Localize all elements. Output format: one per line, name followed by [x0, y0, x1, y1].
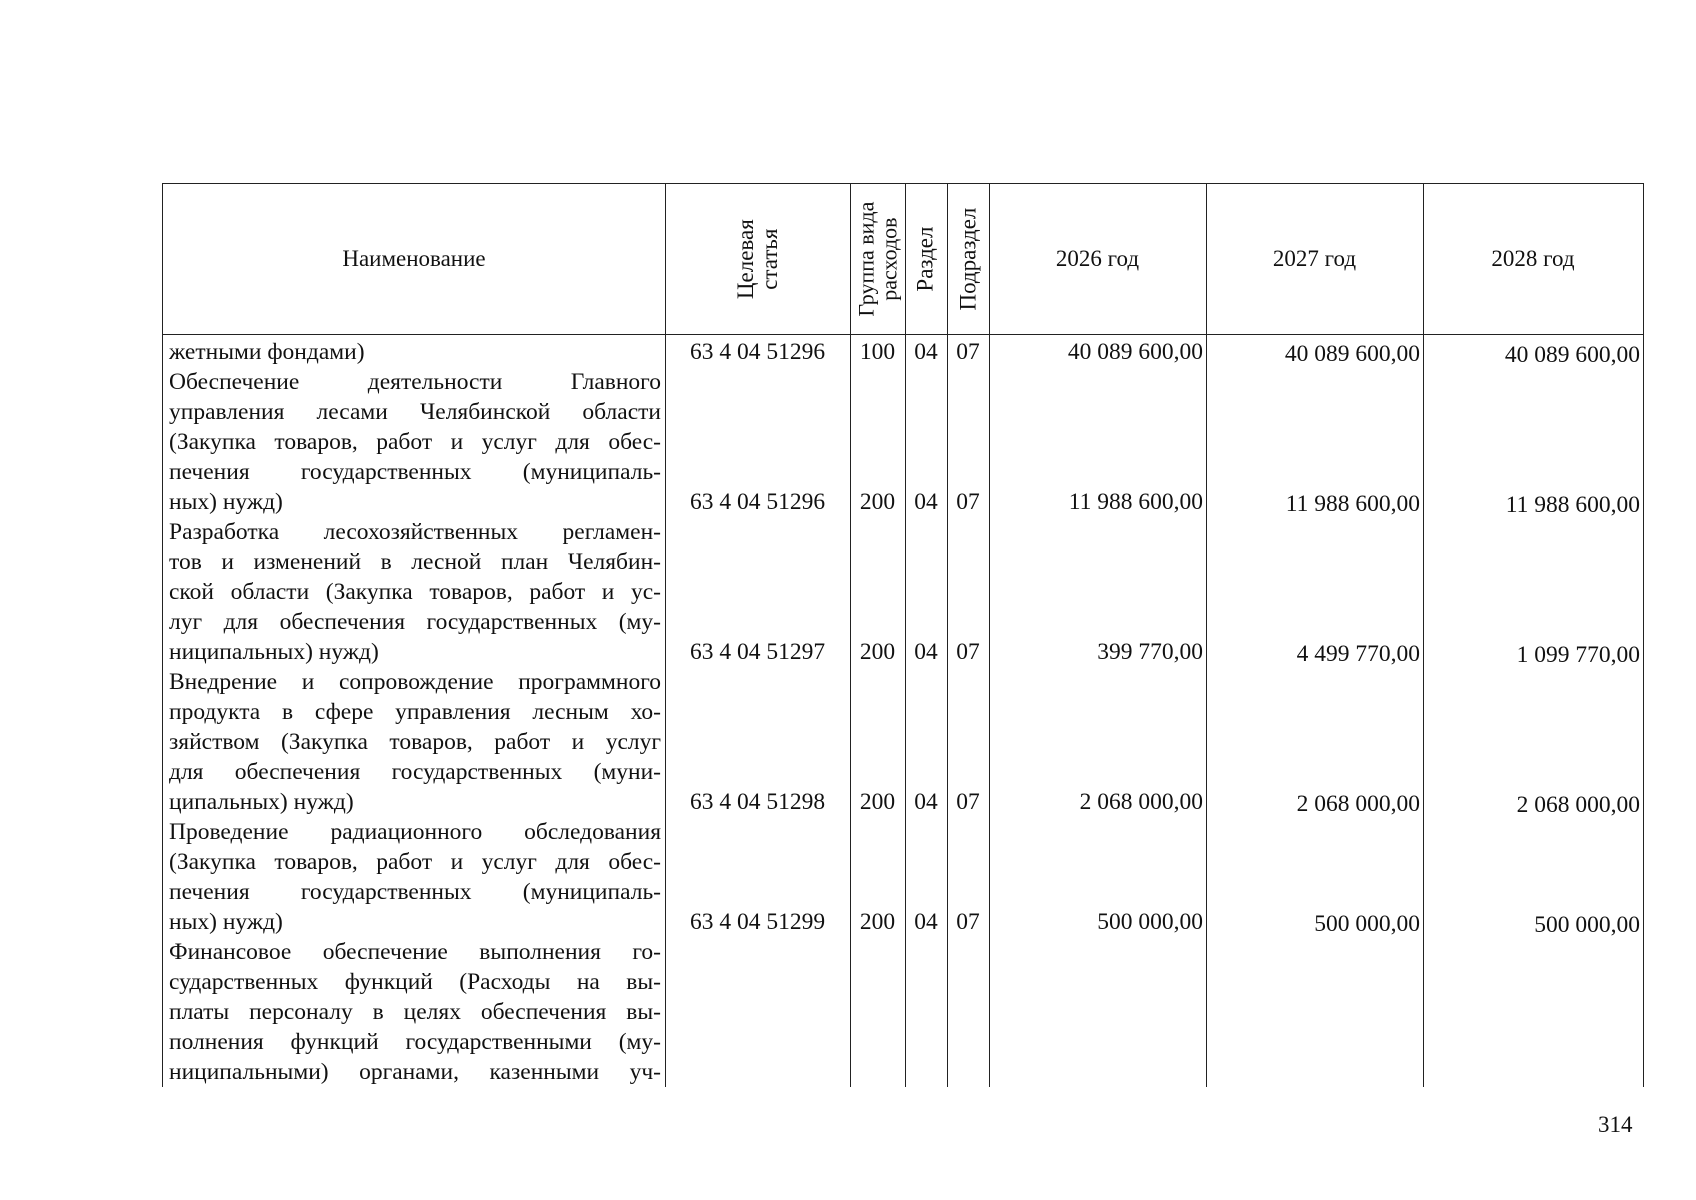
- header-name-label: Наименование: [342, 245, 486, 271]
- header-expense-group-label: [854, 202, 900, 317]
- header-target-article-label: [733, 219, 781, 299]
- row-group: 200: [859, 489, 896, 515]
- row-name-line: для обеспечения государственных (муни-: [169, 759, 661, 785]
- row-amount-2026: 399 770,00: [1097, 639, 1203, 665]
- row-name-line: (Закупка товаров, работ и услуг для обес-: [169, 429, 661, 455]
- row-amount-2028: 1 099 770,00: [1516, 642, 1640, 668]
- row-target-code: 63 4 04 51299: [689, 909, 826, 935]
- row-amount-2028: 40 089 600,00: [1504, 342, 1640, 368]
- row-amount-2027: 4 499 770,00: [1296, 641, 1420, 667]
- row-subsection: 07: [956, 489, 980, 515]
- header-2028-label: 2028 год: [1491, 245, 1575, 271]
- row-name-line: тов и изменений в лесной план Челябин-: [169, 549, 661, 575]
- row-amount-2026: 40 089 600,00: [1067, 339, 1203, 365]
- row-name-line: Финансовое обеспечение выполнения го-: [169, 939, 661, 965]
- header-subsection: [947, 184, 989, 334]
- row-name-line: ципальных) нужд): [169, 789, 354, 815]
- row-name-line: полнения функций государственными (му-: [169, 1029, 661, 1055]
- row-name-line: Проведение радиационного обследования: [169, 819, 661, 845]
- row-name-line: ных) нужд): [169, 909, 283, 935]
- row-amount-2028: 500 000,00: [1534, 912, 1640, 938]
- header-2028: [1423, 184, 1643, 334]
- row-name-line: печения государственных (муниципаль-: [169, 879, 661, 905]
- row-section: 04: [914, 789, 938, 815]
- header-name: [163, 184, 665, 334]
- header-2027-label: 2027 год: [1272, 245, 1357, 271]
- page-number: 314: [1598, 1112, 1633, 1137]
- row-name: [169, 367, 661, 517]
- row-name: [169, 337, 661, 367]
- row-subsection: 07: [956, 909, 980, 935]
- row-amount-2026: 2 068 000,00: [1079, 789, 1203, 815]
- header-2026: [989, 184, 1206, 334]
- row-amount-2027: 40 089 600,00: [1284, 341, 1420, 367]
- row-name-line: ных) нужд): [169, 489, 283, 515]
- header-target-line2: статья: [756, 228, 782, 290]
- row-group: 200: [859, 909, 896, 935]
- row-section: 04: [914, 339, 938, 365]
- row-subsection: 07: [956, 789, 980, 815]
- row-name-line: продукта в сфере управления лесным хо-: [169, 699, 661, 725]
- row-name-line: зяйством (Закупка товаров, работ и услуг: [169, 729, 661, 755]
- row-target-code: 63 4 04 51296: [689, 339, 826, 365]
- row-name-line: ской области (Закупка товаров, работ и ус-: [169, 579, 661, 605]
- header-2026-label: 2026 год: [1055, 245, 1140, 271]
- row-target-code: 63 4 04 51297: [689, 639, 826, 665]
- row-name-line: управления лесами Челябинской области: [169, 399, 661, 425]
- row-target-code: 63 4 04 51298: [689, 789, 826, 815]
- row-name-line: Разработка лесохозяйственных регламен-: [169, 519, 661, 545]
- header-expense-group: [850, 184, 905, 334]
- header-target-article: [665, 184, 850, 334]
- row-group: 200: [859, 639, 896, 665]
- header-group-line2: расходов: [876, 217, 902, 301]
- row-name-line: Обеспечение деятельности Главного: [169, 369, 661, 395]
- row-target-code: 63 4 04 51296: [689, 489, 826, 515]
- row-name-line: ниципальных) нужд): [169, 639, 379, 665]
- row-name: [169, 667, 661, 817]
- row-section: 04: [914, 909, 938, 935]
- budget-table: [162, 183, 1644, 1087]
- row-amount-2028: 2 068 000,00: [1516, 792, 1640, 818]
- row-name-line: ниципальными) органами, казенными уч-: [169, 1059, 661, 1085]
- row-amount-2026: 11 988 600,00: [1068, 489, 1203, 515]
- header-section-label: Раздел: [912, 226, 938, 292]
- row-name-line: луг для обеспечения государственных (му-: [169, 609, 661, 635]
- row-name: [169, 937, 661, 1087]
- row-name-line: жетными фондами): [169, 339, 365, 365]
- header-target-line1: Целевая: [732, 219, 758, 299]
- header-2027: [1206, 184, 1423, 334]
- header-divider: [163, 334, 1643, 335]
- row-section: 04: [914, 639, 938, 665]
- row-amount-2028: 11 988 600,00: [1505, 492, 1640, 518]
- row-amount-2027: 11 988 600,00: [1285, 491, 1420, 517]
- row-group: 100: [859, 339, 896, 365]
- row-name-line: сударственных функций (Расходы на вы-: [169, 969, 661, 995]
- header-group-line1: Группа вида: [853, 201, 879, 317]
- row-subsection: 07: [956, 339, 980, 365]
- header-subsection-label: Подраздел: [954, 207, 980, 311]
- row-name: [169, 817, 661, 937]
- row-group: 200: [859, 789, 896, 815]
- row-amount-2027: 500 000,00: [1314, 911, 1420, 937]
- row-subsection: 07: [956, 639, 980, 665]
- row-name-line: печения государственных (муниципаль-: [169, 459, 661, 485]
- row-name-line: (Закупка товаров, работ и услуг для обес-: [169, 849, 661, 875]
- header-section: [905, 184, 947, 334]
- row-amount-2026: 500 000,00: [1097, 909, 1203, 935]
- row-amount-2027: 2 068 000,00: [1296, 791, 1420, 817]
- row-name-line: Внедрение и сопровождение программного: [169, 669, 661, 695]
- row-name-line: платы персоналу в целях обеспечения вы-: [169, 999, 661, 1025]
- row-name: [169, 517, 661, 667]
- row-section: 04: [914, 489, 938, 515]
